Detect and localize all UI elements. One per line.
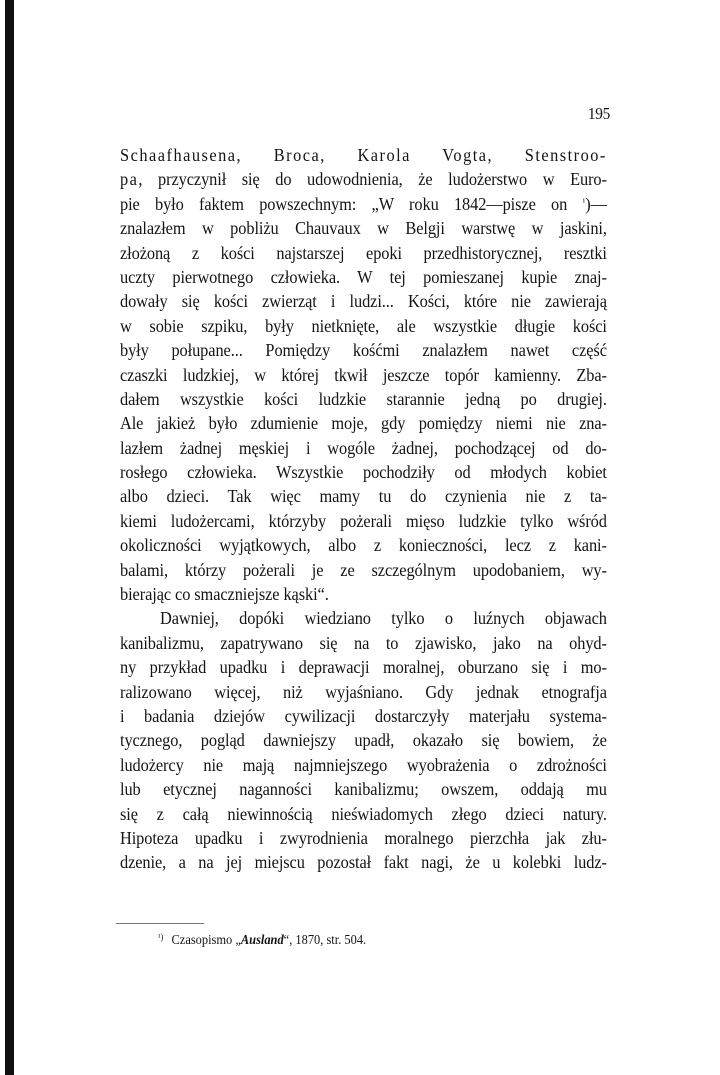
text-line: kiemi ludożercami, którzyby pożerali mięso ludzkie tylko wśród — [120, 510, 607, 531]
text-line — [120, 192, 607, 216]
text-line: Schaafhausena, Broca, Karola Vogta, Stenstroo- — [120, 145, 607, 165]
footnote-quote-open: „ — [235, 932, 241, 947]
text-line: lazłem żadnej męskiej i wogóle żadnej, pochodzącej od do- — [120, 437, 607, 458]
text-line: dowały się kości zwierząt i ludzi... Kości, które nie zawierają — [120, 291, 607, 312]
text-line: ralizowano więcej, niż wyjaśniano. Gdy jednak etnografja — [120, 681, 607, 702]
text-line: czaszki ludzkiej, w której tkwił jeszcze topór kamienny. Zba- — [120, 364, 607, 385]
footnote-quote-close: “ — [283, 932, 290, 947]
text-line: dałem wszystkie kości ludzkie starannie jedną po drugiej. — [120, 388, 607, 409]
text-line: Hipoteza upadku i zwyrodnienia moralnego pierzchła jak złu- — [120, 827, 607, 848]
text-line: bierając co smaczniejsze kąski“. — [120, 584, 329, 605]
text-line: były połupane... Pomiędzy kośćmi znalazłem nawet część — [120, 340, 607, 361]
text-line: i badania dziejów cywilizacji dostarczyły materjału systema- — [120, 705, 607, 726]
text-line: ny przykład upadku i deprawacji moralnej, oburzano się i mo- — [120, 657, 607, 678]
text-line: się z całą niewinnością nieświadomych złego dzieci natury. — [120, 803, 607, 824]
text-line — [120, 167, 607, 191]
footnote-citation: , 1870, str. 504. — [289, 932, 367, 947]
text-line: okoliczności wyjątkowych, albo z konieczności, lecz z kani- — [120, 535, 607, 556]
text-line: balami, którzy pożerali je ze szczególnym upodobaniem, wy- — [120, 559, 607, 580]
text-line: uczty pierwotnego człowieka. W tej pomieszanej kupie znaj- — [120, 266, 607, 287]
footnote-reference: ¹ — [582, 196, 586, 208]
text-fragment: , przyczynił się do udowodnienia, że ludożerstwo w Euro- — [138, 169, 607, 190]
text-line: znalazłem w pobliżu Chauvaux w Belgji warstwę w jaskini, — [120, 218, 607, 239]
footnote — [158, 932, 366, 948]
text-line: tycznego, pogląd dawniejszy upadł, okazało się bowiem, że — [120, 730, 607, 751]
text-fragment: )— — [585, 193, 607, 214]
footnote-marker: ¹) — [158, 932, 164, 942]
text-line: ludożercy nie mają najmniejszego wyobrażenia o zdrożności — [120, 754, 607, 775]
text-line: Ale jakież było zdumienie moje, gdy pomiędzy niemi nie zna- — [120, 413, 607, 434]
scan-edge-shadow — [5, 0, 14, 1075]
text-fragment: pa — [120, 169, 139, 190]
footnote-separator — [116, 923, 204, 924]
text-line: rosłego człowieka. Wszystkie pochodziły od młodych kobiet — [120, 462, 607, 483]
text-line: kanibalizmu, zapatrywano się na to zjawisko, jako na ohyd- — [120, 632, 607, 653]
text-line: Dawniej, dopóki wiedziano tylko o luźnych objawach — [159, 608, 607, 629]
text-fragment: pie było faktem powszechnym: „W roku 1842—pisze on — [120, 193, 583, 214]
text-line: dzenie, a na jej miejscu pozostał fakt nagi, że u kolebki ludz- — [120, 852, 607, 873]
text-line: albo dzieci. Tak więc mamy tu do czynienia nie z ta- — [120, 486, 607, 507]
body-text — [120, 143, 607, 875]
footnote-publication-title: Ausland — [240, 932, 284, 947]
footnote-text: Czasopismo — [171, 932, 236, 947]
text-line: złożoną z kości najstarszej epoki przedhistorycznej, resztki — [120, 242, 607, 263]
text-line: w sobie szpiku, były nietknięte, ale wszystkie długie kości — [120, 315, 607, 336]
page-number: 195 — [587, 104, 610, 123]
text-line: lub etycznej naganności kanibalizmu; owszem, oddają mu — [120, 779, 607, 800]
